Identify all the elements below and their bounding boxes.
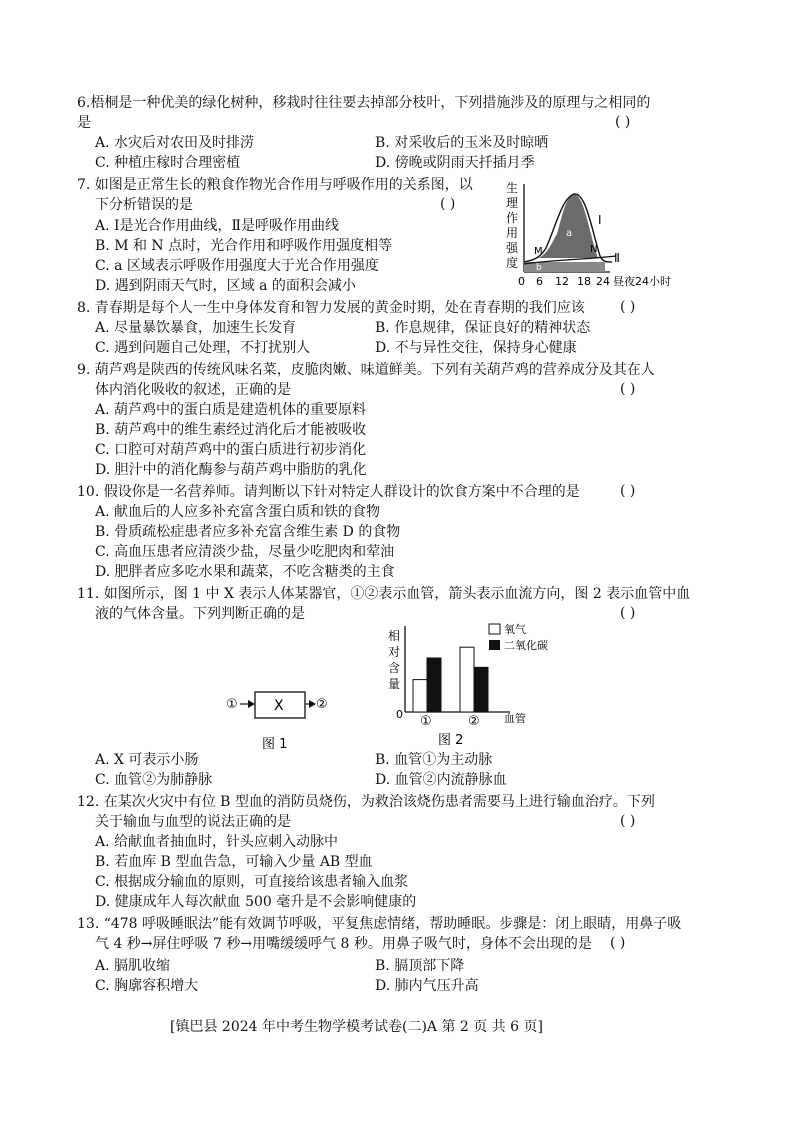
q7-label-M: M bbox=[534, 246, 543, 257]
q13-stem-cont: 气 4 秒→屏住呼吸 7 秒→用嘴缓缓呼气 8 秒。用鼻子吸气时，身体不会出现的是 bbox=[95, 936, 592, 952]
page-footer: [镇巴县 2024 年中考生物学模考试卷(二)A 第 2 页 共 6 页] bbox=[170, 1019, 544, 1035]
q7-xtick-0: 0 bbox=[518, 275, 525, 288]
q7-label-b: b bbox=[536, 263, 542, 273]
q11-organ-label: X bbox=[274, 698, 284, 714]
q12-answer-paren: ( ) bbox=[620, 813, 636, 829]
q8-option-c: C. 遇到问题自己处理，不打扰别人 bbox=[95, 340, 311, 356]
q7-answer-paren: ( ) bbox=[440, 196, 456, 212]
q11-answer-paren: ( ) bbox=[620, 605, 636, 621]
q8-option-a: A. 尽量暴饮暴食，加速生长发育 bbox=[95, 320, 297, 336]
q9-stem-cont: 体内消化吸收的叙述，正确的是 bbox=[95, 382, 291, 398]
q7-stem: 7. 如图是正常生长的粮食作物光合作用与呼吸作用的关系图，以 bbox=[77, 177, 473, 193]
q6-option-b: B. 对采收后的玉米及时晾晒 bbox=[375, 135, 549, 151]
q11-option-d: D. 血管②内流静脉血 bbox=[375, 772, 507, 788]
q7-option-d: D. 遇到阴雨天气时，区域 a 的面积会减小 bbox=[95, 278, 356, 294]
q11-arrow-in bbox=[248, 700, 255, 708]
q7-label-I: Ⅰ bbox=[598, 213, 602, 227]
q10-option-d: D. 肥胖者应多吃水果和蔬菜，不吃含糖类的主食 bbox=[95, 564, 395, 580]
q11-figure-2 bbox=[380, 620, 580, 750]
q7-photosynthesis-chart bbox=[500, 176, 700, 291]
q11-ylabel-3: 含 bbox=[388, 661, 401, 675]
q11-figure-1-caption: 图 1 bbox=[262, 737, 288, 752]
q12-stem: 12. 在某次火灾中有位 B 型血的消防员烧伤，为救治该烧伤患者需要马上进行输血治疗。下列 bbox=[77, 794, 655, 810]
q7-option-a: A. Ⅰ是光合作用曲线，Ⅱ是呼吸作用曲线 bbox=[95, 218, 340, 234]
q11-xtick-1: ① bbox=[420, 714, 432, 729]
q9-option-d: D. 胆汁中的消化酶参与葫芦鸡中脂肪的乳化 bbox=[95, 462, 367, 478]
q11-origin: 0 bbox=[396, 708, 403, 721]
q11-option-c: C. 血管②为肺静脉 bbox=[95, 772, 213, 788]
q11-bar-co2-vessel-1 bbox=[427, 658, 441, 712]
q9-answer-paren: ( ) bbox=[620, 381, 636, 397]
q11-legend-co2: 二氧化碳 bbox=[504, 639, 548, 652]
q7-ylabel-6: 度 bbox=[506, 256, 519, 270]
q7-xtick-6: 6 bbox=[536, 275, 543, 288]
q7-ylabel-3: 作 bbox=[506, 211, 519, 225]
q7-label-a: a bbox=[566, 228, 573, 239]
q12-option-d: D. 健康成年人每次献血 500 毫升是不会影响健康的 bbox=[95, 894, 417, 910]
q11-figure-2-caption: 图 2 bbox=[438, 733, 464, 748]
q7-xlabel: 昼夜24小时 bbox=[613, 275, 671, 288]
q7-xtick-24: 24 bbox=[596, 275, 610, 288]
q6-option-d: D. 傍晚或阴雨天扦插月季 bbox=[375, 155, 535, 171]
q7-xtick-12: 12 bbox=[555, 275, 569, 288]
q10-option-a: A. 献血后的人应多补充富含蛋白质和铁的食物 bbox=[95, 504, 381, 520]
q6-stem-cont: 是 bbox=[77, 115, 91, 131]
q11-legend-co2-swatch bbox=[489, 640, 500, 650]
q11-legend-o2-swatch bbox=[489, 624, 500, 634]
q7-xtick-18: 18 bbox=[577, 275, 591, 288]
q8-stem: 8. 青春期是每个人一生中身体发育和智力发展的黄金时期，处在青春期的我们应该 bbox=[77, 300, 585, 316]
q9-option-c: C. 口腔可对葫芦鸡中的蛋白质进行初步消化 bbox=[95, 442, 367, 458]
q10-option-b: B. 骨质疏松症患者应多补充富含维生素 D 的食物 bbox=[95, 524, 401, 540]
q8-option-b: B. 作息规律，保证良好的精神状态 bbox=[375, 320, 591, 336]
q11-vessel-2-label: ② bbox=[316, 697, 328, 712]
q11-ylabel-4: 量 bbox=[388, 677, 401, 691]
q7-stem-cont: 下分析错误的是 bbox=[95, 197, 193, 213]
q8-option-d: D. 不与异性交往，保持身心健康 bbox=[375, 340, 577, 356]
q9-option-a: A. 葫芦鸡中的蛋白质是建造机体的重要原料 bbox=[95, 402, 367, 418]
q7-label-II: Ⅱ bbox=[614, 251, 620, 265]
q12-stem-cont: 关于输血与血型的说法正确的是 bbox=[95, 814, 291, 830]
q12-option-b: B. 若血库 B 型血告急，可输入少量 AB 型血 bbox=[95, 854, 373, 870]
q11-stem: 11. 如图所示，图 1 中 X 表示人体某器官，①②表示血管，箭头表示血流方向，图 2 表示血管中血 bbox=[77, 586, 691, 602]
q13-option-a: A. 膈肌收缩 bbox=[95, 958, 171, 974]
q7-label-N: N bbox=[590, 244, 598, 255]
q11-option-b: B. 血管①为主动脉 bbox=[375, 752, 493, 768]
q9-option-b: B. 葫芦鸡中的维生素经过消化后才能被吸收 bbox=[95, 422, 367, 438]
q7-ylabel-5: 强 bbox=[506, 241, 519, 255]
q13-option-d: D. 肺内气压升高 bbox=[375, 978, 479, 994]
q6-option-c: C. 种植庄稼时合理密植 bbox=[95, 155, 241, 171]
q7-option-b: B. M 和 N 点时，光合作用和呼吸作用强度相等 bbox=[95, 238, 393, 254]
q11-vessel-1-label: ① bbox=[226, 697, 238, 712]
q7-option-c: C. a 区域表示呼吸作用强度大于光合作用强度 bbox=[95, 258, 379, 274]
q11-xlabel: 血管 bbox=[504, 712, 526, 725]
q11-bar-co2-vessel-2 bbox=[474, 667, 488, 712]
q12-option-a: A. 给献血者抽血时，针头应刺入动脉中 bbox=[95, 834, 339, 850]
q13-option-b: B. 膈顶部下降 bbox=[375, 958, 465, 974]
q12-option-c: C. 根据成分输血的原则，可直接给该患者输入血浆 bbox=[95, 874, 409, 890]
q11-legend-o2: 氧气 bbox=[504, 623, 526, 636]
q11-arrow-out bbox=[309, 700, 316, 708]
q13-option-c: C. 胸廓容积增大 bbox=[95, 978, 199, 994]
q6-stem: 6.梧桐是一种优美的绿化树种，移栽时往往要去掉部分枝叶，下列措施涉及的原理与之相同的 bbox=[77, 95, 651, 111]
q7-ylabel-1: 生 bbox=[506, 181, 519, 195]
q13-answer-paren: ( ) bbox=[610, 935, 626, 951]
q9-stem: 9. 葫芦鸡是陕西的传统风味名菜，皮脆肉嫩、味道鲜美。下列有关葫芦鸡的营养成分及其在人 bbox=[77, 362, 655, 378]
q8-answer-paren: ( ) bbox=[620, 299, 636, 315]
q11-option-a: A. X 可表示小肠 bbox=[95, 752, 199, 768]
q10-option-c: C. 高血压患者应清淡少盐，尽量少吃肥肉和荤油 bbox=[95, 544, 395, 560]
q11-ylabel-2: 对 bbox=[388, 645, 401, 659]
q7-ylabel-4: 用 bbox=[506, 226, 519, 240]
q6-option-a: A. 水灾后对农田及时排涝 bbox=[95, 135, 255, 151]
q11-figure-1 bbox=[210, 690, 340, 755]
q11-ylabel-1: 相 bbox=[388, 629, 401, 643]
q10-answer-paren: ( ) bbox=[620, 483, 636, 499]
q7-ylabel-2: 理 bbox=[506, 196, 519, 210]
q6-answer-paren: ( ) bbox=[615, 114, 631, 130]
q11-xtick-2: ② bbox=[468, 714, 480, 729]
q11-bar-o2-vessel-1 bbox=[413, 680, 427, 712]
q11-bar-o2-vessel-2 bbox=[460, 647, 474, 712]
q13-stem: 13. “478 呼吸睡眠法”能有效调节呼吸，平复焦虑情绪，帮助睡眠。步骤是：闭上眼睛，用鼻子吸 bbox=[77, 916, 682, 932]
q10-stem: 10. 假设你是一名营养师。请判断以下针对特定人群设计的饮食方案中不合理的是 bbox=[77, 484, 580, 500]
q11-stem-cont: 液的气体含量。下列判断正确的是 bbox=[95, 606, 305, 622]
q7-region-a bbox=[538, 194, 598, 258]
